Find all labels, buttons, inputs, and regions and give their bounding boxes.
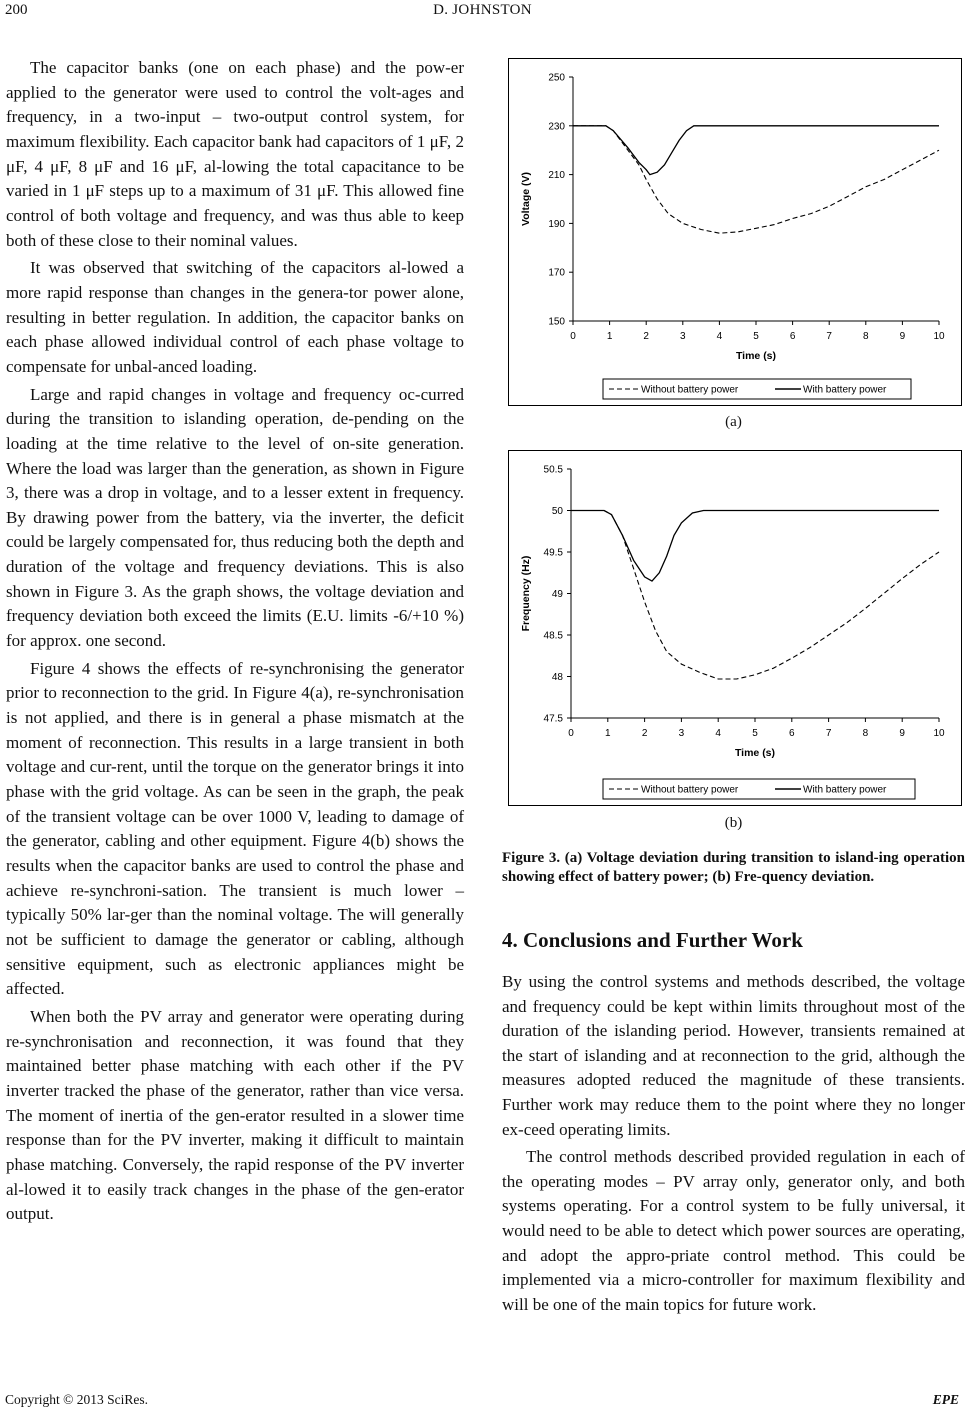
x-tick-label: 10: [933, 728, 945, 739]
y-axis-title: Voltage (V): [520, 171, 532, 227]
x-tick-label: 1: [606, 331, 613, 342]
y-tick-label: 190: [548, 218, 565, 230]
frequency-chart-svg: [509, 451, 961, 805]
paragraph: It was observed that switching of the capacitors al-lowed a more rapid response than changes in the genera-tor power alone, resulting in better regulation. In addition, the capacitor banks on each phase allowed individual control of each phase voltage to compensate for unbal-anced loading.: [6, 258, 464, 376]
x-tick-label: 6: [789, 728, 795, 739]
x-tick-label: 0: [568, 728, 574, 739]
x-tick-label: 5: [753, 331, 759, 342]
series-line-without-battery: [573, 126, 939, 233]
journal-name: EPE: [932, 1392, 959, 1407]
paragraph: The control methods described provided regulation in each of the operating modes – PV array only, generator only, and both systems operating. For a control system to be fully universal, it would need to be able to detect which power sources are operating, and adopt the appro-priate control method. This could be implemented via a micro-controller for maximum flexibility and will be one of the main topics for future work.: [502, 1147, 965, 1314]
x-tick-label: 9: [899, 728, 905, 739]
x-tick-label: 8: [862, 728, 869, 739]
y-tick-label: 210: [548, 170, 565, 182]
x-tick-label: 9: [899, 331, 906, 342]
x-axis-title: Time (s): [734, 747, 776, 759]
page-header: [0, 0, 965, 22]
y-tick-label: 250: [548, 72, 565, 84]
y-tick-label: 49.5: [543, 547, 563, 559]
y-tick-label: 170: [548, 267, 565, 279]
legend-label: With battery power: [803, 784, 887, 796]
paragraph: The capacitor banks (one on each phase) and the pow-er applied to the generator were used to control the volt-ages and frequency, in a two-input – two-output control system, for maximum flexibility. Each capacitor bank had capacitors of 1 μF, 2 μF, 4 μF, 8 μF and 16 μF, al-lowing the total capacitance to be varied in 1 μF steps up to a maximum of 31 μF. This allowed fine control of both voltage and frequency, and was thus able to keep both of these close to their nominal values.: [6, 58, 464, 250]
y-tick-label: 47.5: [543, 713, 563, 725]
x-tick-label: 2: [641, 728, 648, 739]
figure-caption: Figure 3. (a) Voltage deviation during transition to island-ing operation showing effect of battery power; (b) Fre-quency deviation.: [502, 850, 965, 885]
y-tick-label: 50.5: [543, 464, 563, 476]
x-tick-label: 4: [716, 331, 723, 342]
y-tick-label: 150: [548, 316, 565, 328]
x-tick-label: 2: [643, 331, 649, 342]
x-tick-label: 3: [678, 728, 685, 739]
right-column-text: [502, 970, 965, 1320]
x-tick-label: 0: [570, 331, 576, 342]
x-tick-label: 5: [752, 728, 758, 739]
voltage-chart: [508, 58, 962, 406]
paragraph: When both the PV array and generator were operating during re-synchronisation and reconnection, it was found that they maintained better phase matching with each other if the PV inverter tracked the phase of the generator, rather than vice versa. The moment of inertia of the gen-erator resulted in a slower time response than for the PV inverter, making it difficult to maintain phase matching. Conversely, the rapid response of the PV inverter al-lowed it to easily track changes in the phase of the gen-erator output.: [6, 1006, 464, 1224]
y-tick-label: 48.5: [543, 630, 563, 642]
figure-sublabel-b: (b): [724, 815, 743, 831]
legend-label: Without battery power: [641, 784, 739, 796]
x-tick-label: 7: [826, 331, 832, 342]
paragraph: By using the control systems and methods described, the voltage and frequency could be kept within limits throughout most of the duration of the islanding period. However, transients remained at the start of islanding and at reconnection to the grid, although the measures adopted reduced the magnitude of these transients. Further work may reduce them to the point where they no longer ex-ceed operating limits.: [502, 972, 965, 1139]
running-head: D. JOHNSTON: [433, 2, 532, 18]
left-column: [6, 56, 464, 1230]
frequency-chart: [508, 450, 962, 806]
voltage-chart-svg: [509, 59, 961, 405]
copyright: Copyright © 2013 SciRes.: [5, 1392, 149, 1407]
y-tick-label: 50: [551, 506, 563, 517]
y-tick-label: 49: [551, 589, 563, 600]
x-tick-label: 1: [605, 728, 611, 739]
page-footer: [0, 1392, 965, 1414]
legend-label: Without battery power: [641, 384, 739, 396]
figure-sublabel-a: (a): [725, 414, 742, 430]
paragraph: Figure 4 shows the effects of re-synchronising the generator prior to reconnection to the grid. In Figure 4(a), re-synchronisation is not applied, and there is in general a phase mismatch at the moment of reconnection. This results in a large transient in both voltage and cur-rent, until the torque on the generator brings it into phase with the grid voltage. As can be seen in the graph, the peak of the transient voltage can be over 1000 V, leading to damage of the generator, cabling and other equipment. Figure 4(b) shows the results when the capacitor banks are used to control the phase and achieve re-synchroni-sation. The transient is much lower – typically 50% lar-ger than the nominal voltage. The will generally not be sufficient to damage the generator or cabling, although sensitive equipment, such as electronic appliances might be affected.: [6, 658, 464, 999]
y-axis-title: Frequency (Hz): [520, 555, 532, 632]
page-number: 200: [5, 2, 28, 18]
x-tick-label: 7: [825, 728, 832, 739]
paragraph: Large and rapid changes in voltage and frequency oc-curred during the transition to islanding operation, de-pending on the loading at the time relative to the level of on-site generation. Where the load was larger than the generation, as shown in Figure 3, there was a drop in voltage, and to a lesser extent in frequency. By drawing power from the battery, via the inverter, the deficit could be largely compensated for, thus reducing both the depth and duration of the voltage and frequency deviations. This is also shown in Figure 3. As the graph shows, the voltage deviation and frequency deviation both exceed the limits (E.U. limits -6/+10 %) for approx. one second.: [6, 384, 464, 651]
x-tick-label: 4: [715, 728, 721, 739]
x-axis-title: Time (s): [735, 350, 777, 362]
x-tick-label: 8: [863, 331, 869, 342]
x-tick-label: 6: [789, 331, 796, 342]
y-tick-label: 48: [551, 672, 563, 683]
legend-label: With battery power: [803, 384, 887, 396]
x-tick-label: 3: [680, 331, 686, 342]
series-line-without-battery: [571, 511, 939, 680]
x-tick-label: 10: [933, 331, 945, 342]
y-tick-label: 230: [548, 121, 565, 133]
section-heading: 4. Conclusions and Further Work: [502, 928, 803, 952]
